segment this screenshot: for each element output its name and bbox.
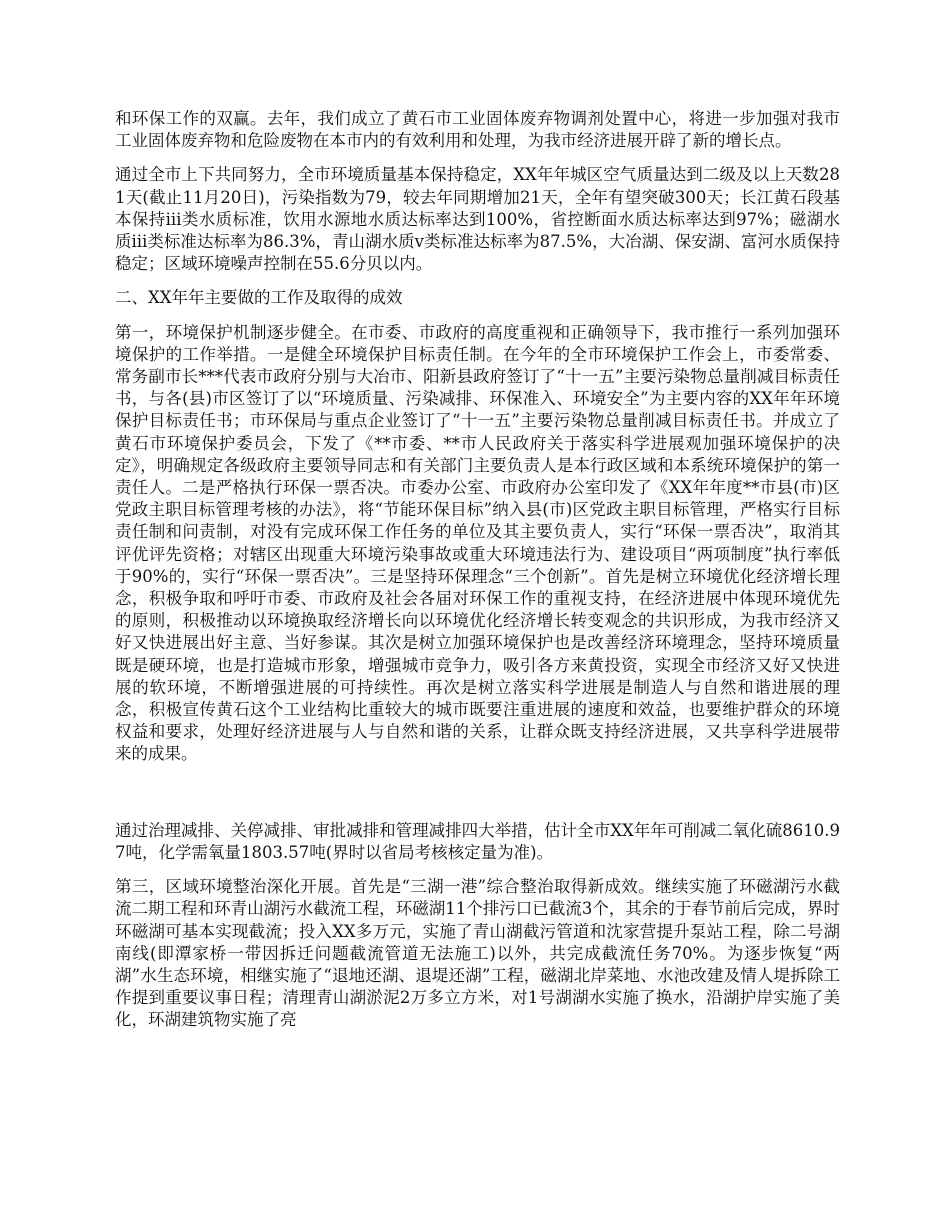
paragraph-emission-reduction: 通过治理减排、关停减排、审批减排和管理减排四大举措，估计全市XX年年可削减二氧化硫8610.97吨，化学需氧量1803.57吨(界时以省局考核核定量为准)。: [115, 820, 840, 862]
paragraph-regional-remediation: 第三，区域环境整治深化开展。首先是“三湖一港”综合整治取得新成效。继续实施了环磁湖污水截流二期工程和环青山湖污水截流工程，环磁湖11个排污口已截流3个，其余的于春节前后完成，界时环磁湖可基本实现截流；投入XX多万元，实施了青山湖截污管道和沈家营提升泵站工程，除二号湖南线(即潭家桥一带因拆迁问题截流管道无法施工)以外，共完成截流任务70%。为逐步恢复“两湖”水生态环境，相继实施了“退地还湖、退堤还湖”工程，磁湖北岸菜地、水池改建及情人堤拆除工作提到重要议事日程；清理青山湖淤泥2万多立方米，对1号湖湖水实施了换水，沿湖护岸实施了美化，环湖建筑物实施了亮: [115, 877, 840, 1030]
document-page: [115, 108, 840, 1032]
paragraph-protection-mechanism: 第一，环境保护机制逐步健全。在市委、市政府的高度重视和正确领导下，我市推行一系列加强环境保护的工作举措。一是健全环境保护目标责任制。在今年的全市环境保护工作会上，市委常委、常务副市长***代表市政府分别与大冶市、阳新县政府签订了“十一五”主要污染物总量削减目标责任书，与各(县)市区签订了以“环境质量、污染减排、环保准入、环境安全”为主要内容的XX年年环境保护目标责任书；市环保局与重点企业签订了“十一五”主要污染物总量削减目标责任书。并成立了黄石市环境保护委员会，下发了《**市委、**市人民政府关于落实科学进展观加强环境保护的决定》，明确规定各级政府主要领导同志和有关部门主要负责人是本行政区域和本系统环境保护的第一责任人。二是严格执行环保一票否决。市委办公室、市政府办公室印发了《XX年年度**市县(市)区党政主职目标管理考核的办法》，将“节能环保目标”纳入县(市)区党政主职目标管理，严格实行目标责任制和问责制，对没有完成环保工作任务的单位及其主要负责人，实行“环保一票否决”，取消其评优评先资格；对辖区出现重大环境污染事故或重大环境违法行为、建设项目“两项制度”执行率低于90%的，实行“环保一票否决”。三是坚持环保理念“三个创新”。首先是树立环境优化经济增长理念，积极争取和呼吁市委、市政府及社会各届对环保工作的重视支持，在经济进展中体现环境优先的原则，积极推动以环境换取经济增长向以环境优化经济增长转变观念的共识形成，为我市经济又好又快进展出好主意、当好参谋。其次是树立加强环境保护也是改善经济环境理念，坚持环境质量既是硬环境，也是打造城市形象，增强城市竞争力，吸引各方来黄投资，实现全市经济又好又快进展的软环境，不断增强进展的可持续性。再次是树立落实科学进展是制造人与自然和谐进展的理念，积极宣传黄石这个工业结构比重较大的城市既要注重进展的速度和效益，也要维护群众的环境权益和要求，处理好经济进展与人与自然和谐的关系，让群众既支持经济进展，又共享科学进展带来的成果。: [115, 322, 840, 764]
paragraph-solid-waste-center: 和环保工作的双赢。去年，我们成立了黄石市工业固体废弃物调剂处置中心，将进一步加强对我市工业固体废弃物和危险废物在本市内的有效利用和处理，为我市经济进展开辟了新的增长点。: [115, 109, 840, 151]
section-heading: 二、XX年年主要做的工作及取得的成效: [115, 288, 403, 308]
paragraph-environment-quality: 通过全市上下共同努力，全市环境质量基本保持稳定，XX年年城区空气质量达到二级及以上天数281天(截止11月20日)，污染指数为79，较去年同期增加21天，全年有望突破300天；长江黄石段基本保持ⅲ类水质标准，饮用水源地水质达标率达到100%，省控断面水质达标率达到97%；磁湖水质ⅲ类标准达标率为86.3%，青山湖水质ⅴ类标准达标率为87.5%，大冶湖、保安湖、富河水质保持稳定；区域环境噪声控制在55.6分贝以内。: [115, 165, 840, 274]
